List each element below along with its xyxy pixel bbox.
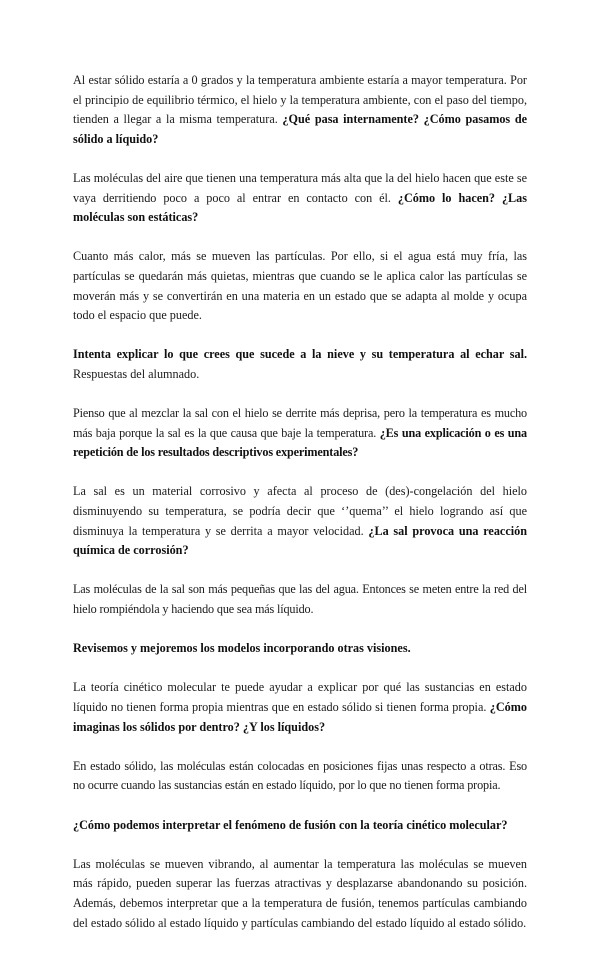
answer-text: Las moléculas se mueven vibrando, al aumentar la temperatura las moléculas se mueven más rápido, pueden superar las fuerzas atractivas y desplazarse abandonando su posición. Además, debemos interpretar que a la temperatura de fusión, tenemos partículas cambiando del estado sólido al estado líquido y partículas cambiando del estado líquido al estado sólido. <box>73 856 527 930</box>
paragraph-8 <box>73 639 527 659</box>
answer-text: Pienso que al mezclar la sal con el hielo se derrite más deprisa, pero la temperatura es mucho más baja porque la sal es la que causa que baje la temperatura. <box>73 406 527 440</box>
paragraph-4 <box>73 345 527 384</box>
question-text: ¿Cómo imaginas los sólidos por dentro? ¿Y los líquidos? <box>73 700 527 734</box>
answer-text: La sal es un material corrosivo y afecta al proceso de (des)-congelación del hielo disminuyendo su temperatura, se podría decir que ‘’quema’’ el hielo logrando así que disminuya la temperatura y se derrita a mayor velocidad. <box>73 484 527 538</box>
paragraph-5 <box>73 404 527 463</box>
paragraph-11 <box>73 816 527 836</box>
paragraph-10 <box>73 757 527 796</box>
paragraph-12 <box>73 855 527 933</box>
question-text: ¿Cómo podemos interpretar el fenómeno de fusión con la teoría cinético molecular? <box>73 817 508 832</box>
answer-text: Las moléculas del aire que tienen una temperatura más alta que la del hielo hacen que este se vaya derritiendo poco a poco al entrar en contacto con él. <box>73 170 527 205</box>
paragraph-7 <box>73 580 527 619</box>
paragraph-9 <box>73 678 527 737</box>
answer-text: La teoría cinético molecular te puede ayudar a explicar por qué las sustancias en estado líquido no tienen forma propia mientras que en estado sólido si tienen forma propia. <box>73 680 527 714</box>
answer-text: Las moléculas de la sal son más pequeñas que las del agua. Entonces se meten entre la red del hielo rompiéndola y haciendo que sea más líquido. <box>73 582 527 617</box>
question-text: Intenta explicar lo que crees que sucede a la nieve y su temperatura al echar sal. <box>73 347 527 362</box>
question-text: ¿Cómo lo hacen? ¿Las moléculas son estáticas? <box>73 190 528 225</box>
paragraph-3 <box>73 247 527 325</box>
document-page <box>73 71 527 953</box>
question-text: ¿La sal provoca una reacción química de corrosión? <box>73 523 527 558</box>
question-text: ¿Qué pasa internamente? ¿Cómo pasamos de sólido a líquido? <box>73 112 528 146</box>
paragraph-2 <box>73 169 527 228</box>
answer-text: Cuanto más calor, más se mueven las partículas. Por ello, si el agua está muy fría, las partículas se quedarán más quietas, mientras que cuando se le aplica calor las partículas se moverán más y se convertirán en una materia en un estado que se adapta al molde y ocupa todo el espacio que puede. <box>73 249 527 323</box>
section-heading: Revisemos y mejoremos los modelos incorporando otras visiones. <box>73 641 411 656</box>
paragraph-1 <box>73 71 527 149</box>
answer-text: Respuestas del alumnado. <box>73 366 200 381</box>
question-text: ¿Es una explicación o es una repetición de los resultados descriptivos experimentales? <box>73 425 527 460</box>
answer-text: Al estar sólido estaría a 0 grados y la temperatura ambiente estaría a mayor temperatura. Por el principio de equilibrio térmico, el hielo y la temperatura ambiente, con el paso del tiempo, tienden a llegar a la misma temperatura. <box>73 73 527 127</box>
paragraph-6 <box>73 482 527 560</box>
answer-text: En estado sólido, las moléculas están colocadas en posiciones fijas unas respecto a otras. Eso no ocurre cuando las sustancias están en estado líquido, por lo que no tienen forma propia. <box>73 758 527 793</box>
